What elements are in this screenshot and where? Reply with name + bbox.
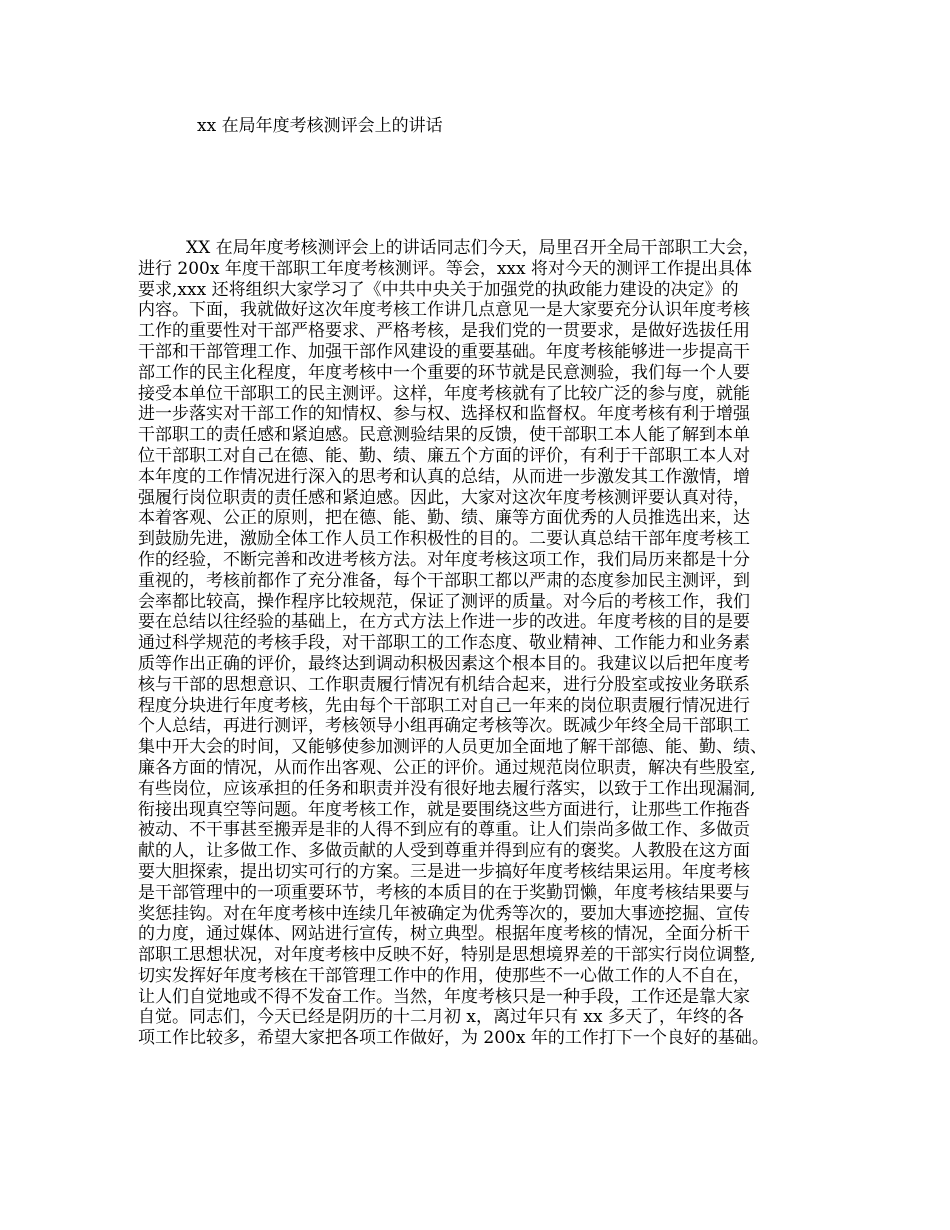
body-line: 核与干部的思想意识、工作职责履行情况有机结合起来，进行分股室或按业务联系 — [138, 674, 750, 695]
body-line: 会率都比较高，操作程序比较规范，保证了测评的质量。对今后的考核工作，我们 — [138, 591, 750, 612]
body-line: 作的经验，不断完善和改进考核方法。对年度考核这项工作，我们局历来都是十分 — [138, 549, 750, 570]
body-line: 进一步落实对干部工作的知情权、参与权、选择权和监督权。年度考核有利于增强 — [138, 404, 750, 425]
body-line: 项工作比较多，希望大家把各项工作做好，为 200x 年的工作打下一个良好的基础。 — [138, 1028, 769, 1049]
body-line: 廉各方面的情况，从而作出客观、公正的评价。通过规范岗位职责，解决有些股室, — [138, 757, 756, 778]
body-line: 质等作出正确的评价，最终达到调动积极因素这个根本目的。我建议以后把年度考 — [138, 653, 750, 674]
body-line: 有些岗位，应该承担的任务和职责并没有很好地去履行落实，以致于工作出现漏洞, — [138, 778, 756, 799]
body-line: 内容。下面，我就做好这次年度考核工作讲几点意见一是大家要充分认识年度考核 — [138, 300, 750, 321]
body-line: 的力度，通过媒体、网站进行宣传，树立典型。根据年度考核的情况，全面分析干 — [138, 924, 750, 945]
body-line: 集中开大会的时间，又能够使参加测评的人员更加全面地了解干部德、能、勤、绩、 — [138, 737, 767, 758]
body-line: 要在总结以往经验的基础上，在方式方法上作进一步的改进。年度考核的目的是要 — [138, 612, 750, 633]
body-line: 自觉。同志们，今天已经是阴历的十二月初 x，离过年只有 xx 多天了，年终的各 — [138, 1007, 744, 1028]
body-line: 通过科学规范的考核手段，对干部职工的工作态度、敬业精神、工作能力和业务素 — [138, 633, 750, 654]
body-line: 程度分块进行年度考核，先由每个干部职工对自己一年来的岗位职责履行情况进行 — [138, 695, 750, 716]
body-line: XX 在局年度考核测评会上的讲话同志们今天，局里召开全局干部职工大会， — [186, 238, 760, 258]
body-line: 让人们自觉地或不得不发奋工作。当然，年度考核只是一种手段，工作还是靠大家 — [138, 986, 750, 1007]
body-line: 重视的，考核前都作了充分准备，每个干部职工都以严肃的态度参加民主测评，到 — [138, 570, 750, 591]
body-line: 强履行岗位职责的责任感和紧迫感。因此，大家对这次年度考核测评要认真对待， — [138, 487, 750, 508]
body-line: 被动、不干事甚至搬弄是非的人得不到应有的尊重。让人们崇尚多做工作、多做贡 — [138, 820, 750, 841]
body-line: 要大胆探索，提出切实可行的方案。三是进一步搞好年度考核结果运用。年度考核 — [138, 861, 750, 882]
body-line: 献的人，让多做工作、多做贡献的人受到尊重并得到应有的褒奖。人教股在这方面 — [138, 841, 750, 862]
body-line: 干部和干部管理工作、加强干部作风建设的重要基础。年度考核能够进一步提高干 — [138, 341, 750, 362]
body-line: 个人总结，再进行测评，考核领导小组再确定考核等次。既减少年终全局干部职工 — [138, 716, 750, 737]
body-line: 本着客观、公正的原则，把在德、能、勤、绩、廉等方面优秀的人员推选出来，达 — [138, 508, 750, 529]
body-line: 部工作的民主化程度，年度考核中一个重要的环节就是民意测验，我们每一个人要 — [138, 362, 750, 383]
document-title: xx 在局年度考核测评会上的讲话 — [197, 116, 443, 136]
body-line: 切实发挥好年度考核在干部管理工作中的作用，使那些不一心做工作的人不自在， — [138, 965, 750, 986]
body-line: 部职工思想状况，对年度考核中反映不好，特别是思想境界差的干部实行岗位调整, — [138, 945, 756, 966]
body-line: 衔接出现真空等问题。年度考核工作，就是要围绕这些方面进行，让那些工作拖沓 — [138, 799, 750, 820]
body-line: 是干部管理中的一项重要环节，考核的本质目的在于奖勤罚懒，年度考核结果要与 — [138, 882, 750, 903]
body-line: 位干部职工对自己在德、能、勤、绩、廉五个方面的评价，有利于干部职工本人对 — [138, 445, 750, 466]
document-body — [138, 238, 818, 1049]
body-line: 接受本单位干部职工的民主测评。这样，年度考核就有了比较广泛的参与度，就能 — [138, 383, 750, 404]
body-line: 进行 200x 年度干部职工年度考核测评。等会，xxx 将对今天的测评工作提出具体 — [138, 258, 753, 279]
body-line: 工作的重要性对干部严格要求、严格考核，是我们党的一贯要求，是做好选拔任用 — [138, 321, 750, 342]
body-line: 本年度的工作情况进行深入的思考和认真的总结，从而进一步激发其工作激情，增 — [138, 466, 750, 487]
body-line: 奖惩挂钩。对在年度考核中连续几年被确定为优秀等次的，要加大事迹挖掘、宣传 — [138, 903, 750, 924]
body-line: 到鼓励先进，激励全体工作人员工作积极性的目的。二要认真总结干部年度考核工 — [138, 529, 750, 550]
body-line: 要求,xxx 还将组织大家学习了《中共中央关于加强党的执政能力建设的决定》的 — [138, 279, 739, 300]
body-line: 干部职工的责任感和紧迫感。民意测验结果的反馈，使干部职工本人能了解到本单 — [138, 425, 750, 446]
